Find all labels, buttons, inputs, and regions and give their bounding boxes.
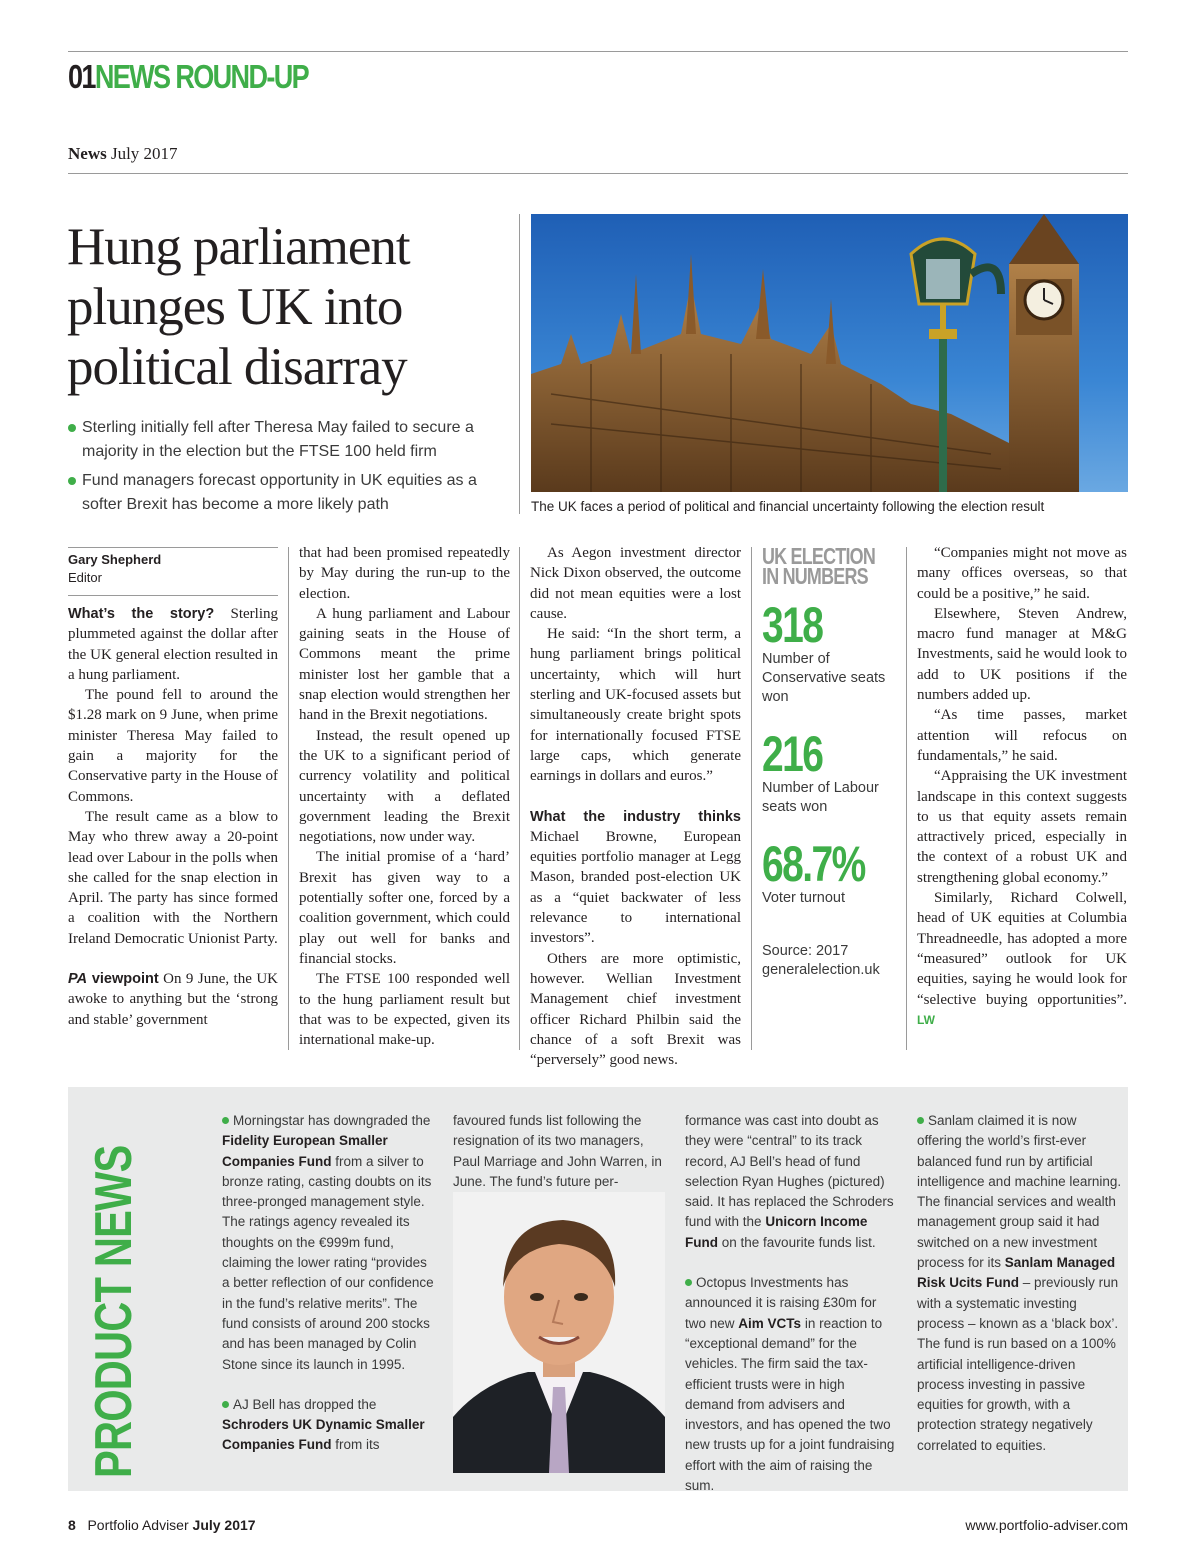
news-item: Morningstar has downgraded the Fidelity European Smaller Companies Fund from a silver to bronze rating, casting doubts on its three-pronged management style. The ratings agency revealed its thoughts on the €999m fund, claiming the lower rating “provides a better reflection of our confidence in the fund’s relative merits”. The fund consists of around 200 stocks and has been managed by Colin Stone since its launch in 1995. bbox=[222, 1113, 434, 1372]
product-news-column-4 bbox=[917, 1111, 1122, 1456]
byline-rule bbox=[68, 547, 278, 548]
article-column-1 bbox=[68, 604, 278, 1030]
footer-url[interactable]: www.portfolio-adviser.com bbox=[965, 1517, 1128, 1533]
lead-in: What’s the story? bbox=[68, 606, 215, 622]
lead-in: What the industry thinks bbox=[530, 808, 741, 825]
paragraph: What’s the story? Sterling plummeted against the dollar after the UK general election resulted in a hung parliament. bbox=[68, 606, 278, 683]
byline-rule-bottom bbox=[68, 595, 278, 596]
bullet-dot-icon bbox=[222, 1401, 229, 1408]
paragraph: Others are more optimistic, however. Wellian Investment Management chief investment officer Richard Philbin said the chance of a soft Brexit was “perversely” good news. bbox=[530, 950, 741, 1069]
issue-date: July 2017 bbox=[192, 1517, 256, 1533]
byline bbox=[68, 551, 278, 587]
paragraph: He said: “In the short term, a hung parliament brings political uncertainty, which will hurt sterling and UK-focused assets but simultaneously create bright spots for internationally focused FTSE large caps, which generate earnings in dollars and euros.” bbox=[530, 626, 741, 785]
paragraph: that had been promised repeatedly by May during the run-up to the election. bbox=[299, 545, 510, 602]
bullet-dot-icon bbox=[68, 424, 76, 432]
standfirst bbox=[68, 416, 513, 522]
bullet-dot-icon bbox=[222, 1117, 229, 1124]
column-divider bbox=[288, 547, 289, 1050]
stats-source: Source: 2017 generalelection.uk bbox=[762, 943, 880, 978]
paragraph: A hung parliament and Labour gaining seats in the House of Commons meant the prime minister lost her gamble that a snap election would strengthen her hand in the Brexit negotiations. bbox=[299, 605, 510, 724]
author-role: Editor bbox=[68, 570, 102, 585]
author-signoff: LW bbox=[917, 1012, 935, 1027]
stat-value-labour: 216 bbox=[762, 726, 823, 782]
article-column-5 bbox=[917, 543, 1127, 1030]
paragraph: “Companies might not move as many offices overseas, so that could be a positive,” he said. bbox=[917, 545, 1127, 602]
standfirst-bullet: Sterling initially fell after Theresa May failed to secure a majority in the election but the FTSE 100 held firm bbox=[68, 416, 513, 464]
paragraph: Similarly, Richard Colwell, head of UK equities at Columbia Threadneedle, has adopted a more “measured” outlook for UK equities, saying he would look for “selective buying opportunities”. LW bbox=[917, 890, 1127, 1027]
kicker-rule bbox=[68, 173, 1128, 174]
paragraph: As Aegon investment director Nick Dixon observed, the outcome did not mean equities were a lost cause. bbox=[530, 545, 741, 622]
product-news-title: PRODUCT NEWS bbox=[85, 1145, 143, 1478]
stats-title-line: UK ELECTION bbox=[762, 543, 876, 569]
paragraph: The result came as a blow to May who threw away a 20-point lead over Labour in the polls when she called for the snap election in April. The party has since formed a coalition with the Northern Ireland Democratic Unionist Party. bbox=[68, 808, 278, 947]
news-item: Octopus Investments has announced it is raising £30m for two new Aim VCTs in reaction to “exceptional demand” for the vehicles. The firm said the tax-efficient trusts were in high demand from advisers and investors, and has opened the two new trusts up for a joint fundraising effort with the aim of raising the sum. bbox=[685, 1275, 895, 1494]
product-news-column-1 bbox=[222, 1111, 437, 1456]
paragraph: Elsewhere, Steven Andrew, macro fund manager at M&G Investments, said he would look to add to UK positions if the numbers added up. bbox=[917, 605, 1127, 704]
paragraph: Instead, the result opened up the UK to a significant period of currency volatility and political uncertainty with a deflated government leading the Brexit negotiations, now under way. bbox=[299, 727, 510, 846]
news-item: formance was cast into doubt as they were “central” to its track record, AJ Bell’s head of fund selection Ryan Hughes (pictured) said. It has replaced the Schroders fund with the Unicorn Income Fund on the favourite funds list. bbox=[685, 1113, 894, 1250]
news-item: Sanlam claimed it is now offering the world’s first-ever balanced fund run by artificial intelligence and machine learning. The financial services and wealth management group said it had switched on a new investment process for its Sanlam Managed Risk Ucits Fund – previously run with a systematic investing process – known as a ‘black box’. The fund is run based on a 100% artificial intelligence-driven process investing in passive equities for growth, with a protection strategy negatively correlated to equities. bbox=[917, 1113, 1122, 1453]
stat-label: Voter turnout bbox=[762, 890, 846, 906]
paragraph: “Appraising the UK investment landscape in this context suggests to us that equity assets remain attractively priced, especially in the context of a robust UK and strengthening global economy.” bbox=[917, 768, 1127, 886]
headline-line: Hung parliament bbox=[67, 218, 410, 276]
column-divider bbox=[751, 547, 752, 1050]
paragraph: PA viewpoint On 9 June, the UK awoke to anything but the ‘strong and stable’ government bbox=[68, 971, 279, 1028]
headline-divider bbox=[519, 214, 520, 514]
column-divider bbox=[519, 547, 520, 1050]
portrait-photo bbox=[453, 1192, 665, 1473]
product-news-column-2 bbox=[453, 1111, 665, 1192]
stat-label: Number of Conservative seats won bbox=[762, 651, 886, 705]
bullet-dot-icon bbox=[917, 1117, 924, 1124]
bullet-dot-icon bbox=[68, 477, 76, 485]
product-news-column-3 bbox=[685, 1111, 897, 1496]
page-number: 8 bbox=[68, 1517, 76, 1533]
lead-in: PA viewpoint bbox=[68, 971, 159, 988]
portrait-illustration bbox=[453, 1192, 665, 1473]
news-item: AJ Bell has dropped the Schroders UK Dynamic Smaller Companies Fund from its bbox=[222, 1396, 425, 1453]
photo-caption: The UK faces a period of political and financial uncertainty following the election result bbox=[531, 499, 1045, 514]
article-column-3 bbox=[530, 543, 741, 1070]
stat-label: Number of Labour seats won bbox=[762, 780, 879, 815]
section-title: NEWS ROUND-UP bbox=[94, 58, 309, 95]
paragraph: “As time passes, market attention will refocus on fundamentals,” he said. bbox=[917, 707, 1127, 764]
kicker-label: News bbox=[68, 144, 107, 163]
kicker-date: July 2017 bbox=[110, 144, 178, 163]
column-divider bbox=[906, 547, 907, 1050]
standfirst-bullet: Fund managers forecast opportunity in UK equities as a softer Brexit has become a more likely path bbox=[68, 469, 513, 517]
parliament-illustration bbox=[531, 214, 1128, 492]
news-item: favoured funds list following the resignation of its two managers, Paul Marriage and John Warren, in June. The fund’s future per- bbox=[453, 1113, 662, 1189]
paragraph: The FTSE 100 responded well to the hung parliament result but that was to be expected, given its international make-up. bbox=[299, 971, 510, 1049]
election-stats bbox=[762, 543, 897, 980]
footer-left bbox=[68, 1517, 256, 1533]
headline bbox=[67, 217, 527, 397]
stats-title-line: IN NUMBERS bbox=[762, 563, 868, 589]
stat-value-turnout: 68.7% bbox=[762, 836, 865, 892]
author-name: Gary Shepherd bbox=[68, 552, 162, 567]
kicker bbox=[68, 144, 178, 164]
publication-name: Portfolio Adviser bbox=[87, 1517, 189, 1533]
section-number: 01 bbox=[68, 58, 95, 95]
parliament-photo bbox=[531, 214, 1128, 492]
stat-value-conservative: 318 bbox=[762, 597, 823, 653]
paragraph: The initial promise of a ‘hard’ Brexit has given way to a potentially softer one, forced by a coalition government, which could play out well for banks and financial stocks. bbox=[299, 849, 510, 967]
section-heading bbox=[68, 58, 308, 96]
headline-line: political disarray bbox=[67, 338, 407, 396]
headline-line: plunges UK into bbox=[67, 278, 403, 336]
paragraph: What the industry thinks Michael Browne, European equities portfolio manager at Legg Mason, branded post-election UK as a “quiet backwater of less relevance to international investors”. bbox=[530, 808, 741, 947]
article-column-2 bbox=[299, 543, 510, 1050]
paragraph: The pound fell to around the $1.28 mark on 9 June, when prime minister Theresa May failed to gain a majority for the Conservative party in the House of Commons. bbox=[68, 687, 278, 805]
bullet-dot-icon bbox=[685, 1279, 692, 1286]
top-rule bbox=[68, 51, 1128, 52]
